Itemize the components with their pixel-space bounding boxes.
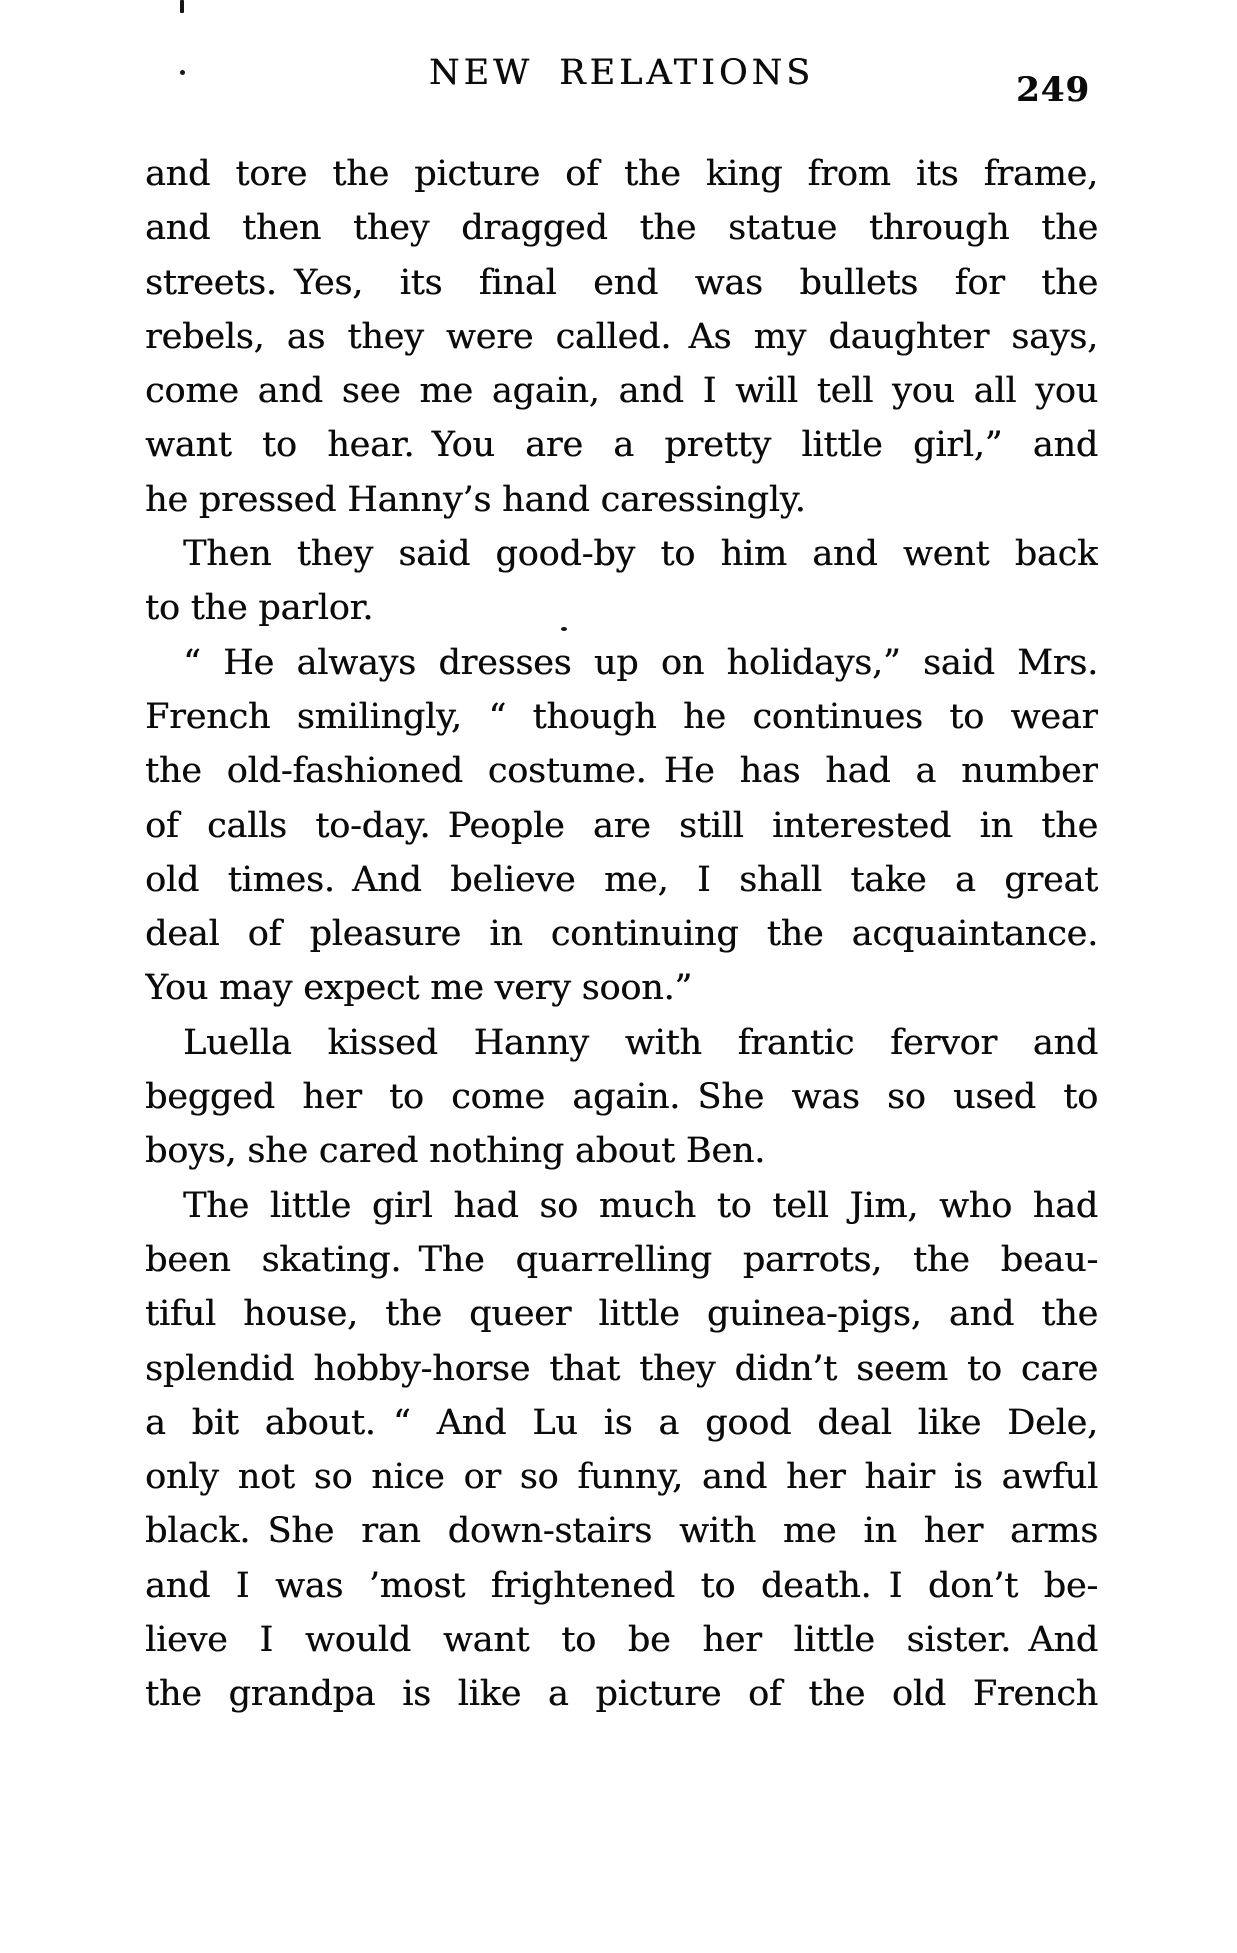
- text-line: black. She ran down-stairs with me in her arms: [145, 1511, 1098, 1552]
- text-line: been skating. The quarrelling parrots, the beau-: [145, 1239, 1098, 1280]
- text-line: tiful house, the queer little guinea-pigs, and the: [145, 1294, 1098, 1335]
- paragraph: [145, 636, 1098, 1016]
- running-title: NEW RELATIONS: [428, 53, 815, 93]
- ink-speck-tick: [180, 0, 184, 13]
- text-line: French smilingly, “ though he continues to wear: [145, 696, 1098, 737]
- text-line: rebels, as they were called. As my daughter says,: [145, 316, 1098, 357]
- text-line: want to hear. You are a pretty little girl,” and: [145, 425, 1098, 466]
- paragraph-continuation: [145, 147, 1098, 527]
- text-line: deal of pleasure in continuing the acquaintance.: [145, 914, 1098, 955]
- text-line: the old-fashioned costume. He has had a number: [145, 751, 1098, 792]
- text-line: he pressed Hanny’s hand caressingly.: [145, 479, 806, 520]
- text-line: a bit about. “ And Lu is a good deal like Dele,: [145, 1402, 1098, 1443]
- text-line: of calls to-day. People are still interested in the: [145, 805, 1098, 846]
- text-line: and tore the picture of the king from its frame,: [145, 154, 1098, 194]
- text-line: old times. And believe me, I shall take a great: [145, 859, 1098, 900]
- paragraph: [145, 1016, 1098, 1179]
- page-header: [145, 50, 1098, 110]
- text-line: begged her to come again. She was so used to: [145, 1077, 1098, 1118]
- text-line: boys, she cared nothing about Ben.: [145, 1131, 766, 1172]
- page-number: 249: [1016, 70, 1090, 110]
- text-line: You may expect me very soon.”: [145, 968, 693, 1009]
- text-line: only not so nice or so funny, and her hair is awful: [145, 1457, 1098, 1498]
- page-body: [145, 147, 1098, 1722]
- text-line: Then they said good-by to him and went back: [183, 534, 1098, 575]
- text-line: come and see me again, and I will tell you all you: [145, 371, 1098, 412]
- text-line: “ He always dresses up on holidays,” said Mrs.: [183, 642, 1098, 683]
- text-line: the grandpa is like a picture of the old French: [145, 1674, 1098, 1715]
- paragraph: [145, 527, 1098, 636]
- text-line: Luella kissed Hanny with frantic fervor and: [183, 1022, 1098, 1063]
- text-line: to the parlor.: [145, 588, 374, 629]
- paragraph: [145, 1179, 1098, 1722]
- text-line: lieve I would want to be her little sister. And: [145, 1620, 1098, 1661]
- text-line: The little girl had so much to tell Jim, who had: [183, 1185, 1098, 1226]
- text-line: splendid hobby-horse that they didn’t seem to care: [145, 1348, 1098, 1389]
- text-line: and then they dragged the statue through the: [145, 208, 1098, 249]
- text-line: streets. Yes, its final end was bullets for the: [145, 262, 1098, 303]
- text-line: and I was ’most frightened to death. I don’t be-: [145, 1565, 1098, 1606]
